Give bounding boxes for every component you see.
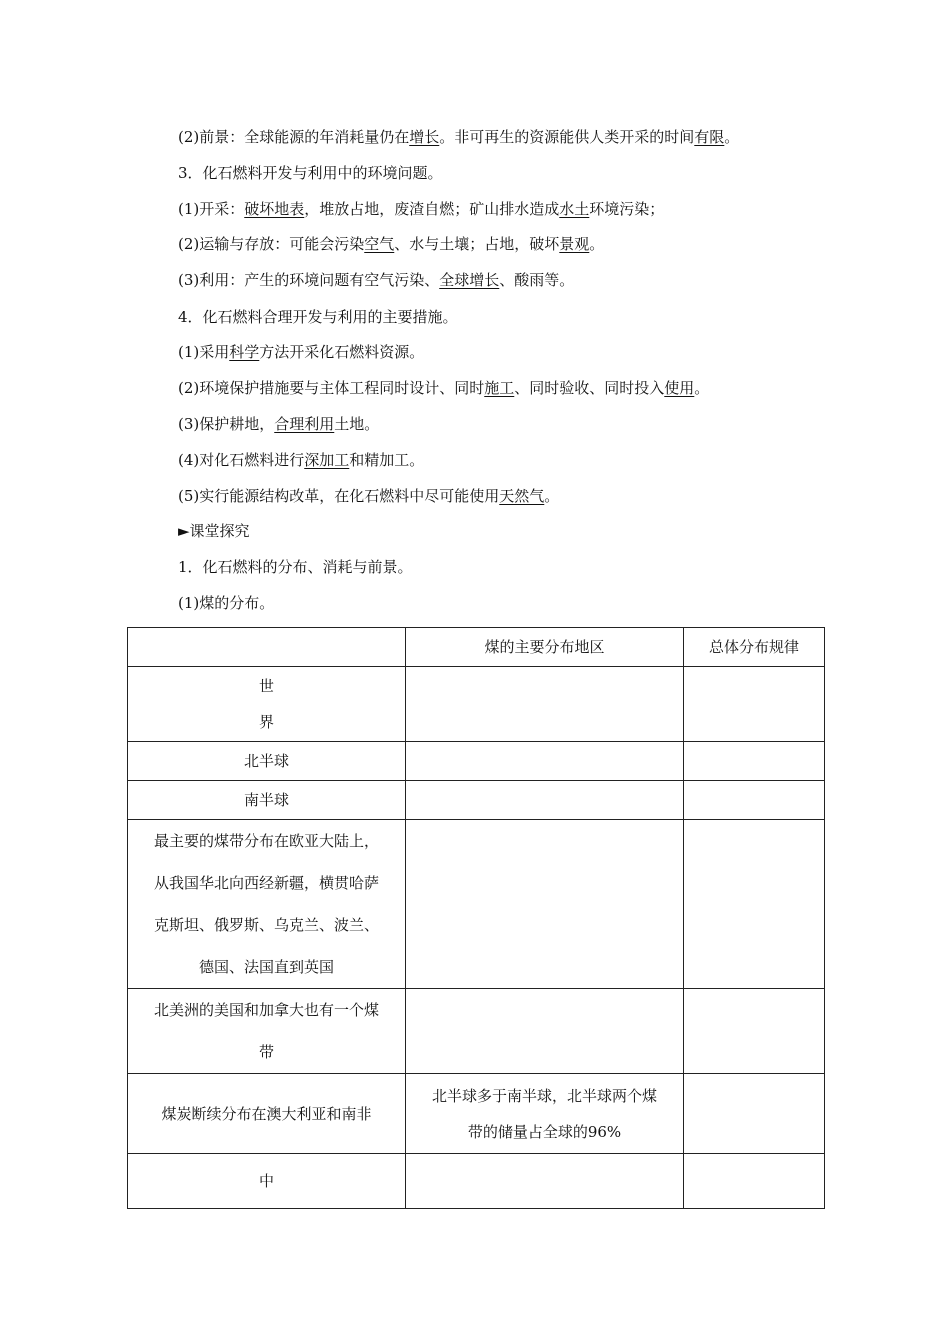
- table-row: [128, 820, 825, 989]
- text-segment: (3)利用：产生的环境问题有空气污染、: [178, 271, 440, 289]
- cell-text: 带的储量占全球的96%: [467, 1122, 622, 1141]
- table-header-row: [128, 628, 825, 667]
- answer-blank: 合理利用: [274, 415, 335, 433]
- text-segment: (1)煤的分布。: [178, 594, 275, 612]
- cell-text: 界: [258, 713, 274, 731]
- table-row: [128, 1154, 825, 1209]
- text-segment: 。非可再生的资源能供人类开采的时间: [439, 128, 695, 146]
- text-segment: 3．化石燃料开发与利用中的环境问题。: [178, 164, 443, 182]
- row-label-cell: [128, 989, 406, 1074]
- cell-text: 带: [258, 1043, 274, 1061]
- text-line: [178, 450, 424, 470]
- section-heading: [178, 307, 458, 327]
- text-segment: (2)环境保护措施要与主体工程同时设计、同时: [178, 379, 485, 397]
- answer-blank: 有限: [694, 128, 725, 146]
- answer-cell: [684, 781, 825, 820]
- answer-blank: 天然气: [499, 487, 545, 505]
- answer-cell: [406, 781, 684, 820]
- text-segment: (1)采用: [178, 343, 230, 361]
- text-line: [178, 378, 709, 398]
- cell-text: 克斯坦、俄罗斯、乌克兰、波兰、: [153, 916, 379, 934]
- text-segment: 。: [589, 235, 605, 253]
- answer-blank: 全球增长: [439, 271, 500, 289]
- text-segment: ►课堂探究: [178, 522, 250, 540]
- answer-blank: 增长: [409, 128, 440, 146]
- text-segment: 。: [694, 379, 710, 397]
- answer-cell: [406, 667, 684, 742]
- coal-distribution-table: [127, 627, 825, 1209]
- section-heading: [178, 557, 413, 577]
- answer-blank: 景观: [559, 235, 590, 253]
- text-segment: 环境污染；: [589, 200, 665, 218]
- text-line: [178, 127, 739, 147]
- text-segment: (3)保护耕地，: [178, 415, 275, 433]
- row-label-cell: [128, 667, 406, 742]
- text-segment: (4)对化石燃料进行: [178, 451, 305, 469]
- cell-text: 德国、法国直到英国: [198, 958, 334, 976]
- text-segment: (2)运输与存放：可能会污染: [178, 235, 365, 253]
- table-row: [128, 989, 825, 1074]
- text-segment: 。: [544, 487, 560, 505]
- answer-blank: 使用: [664, 379, 695, 397]
- row-label-cell: [128, 820, 406, 989]
- text-segment: 。: [724, 128, 740, 146]
- text-line: [178, 486, 559, 506]
- answer-blank: 深加工: [304, 451, 350, 469]
- table-row: [128, 1074, 825, 1154]
- answer-blank: 破坏地表: [244, 200, 305, 218]
- section-heading: [178, 163, 443, 183]
- text-segment: 、水与土壤；占地，破坏: [394, 235, 560, 253]
- table-row: [128, 781, 825, 820]
- answer-cell: [684, 742, 825, 781]
- text-segment: 和精加工。: [349, 451, 425, 469]
- answer-cell: [684, 667, 825, 742]
- section-heading: [178, 521, 250, 541]
- answer-cell: [684, 1074, 825, 1154]
- cell-text: 北美洲的美国和加拿大也有一个煤: [153, 1001, 379, 1019]
- answer-cell: [406, 820, 684, 989]
- answer-cell: [406, 989, 684, 1074]
- answer-cell: [684, 820, 825, 989]
- cell-text: 从我国华北向西经新疆，横贯哈萨: [153, 874, 379, 892]
- answer-cell: [406, 1154, 684, 1209]
- text-line: [178, 270, 574, 290]
- text-segment: 土地。: [334, 415, 380, 433]
- row-label-cell: 北半球: [128, 742, 406, 781]
- answer-cell: [684, 1154, 825, 1209]
- table-row: [128, 742, 825, 781]
- answer-cell: [684, 989, 825, 1074]
- text-segment: ，堆放占地，废渣自燃；矿山排水造成: [304, 200, 560, 218]
- cell-text: 世: [258, 677, 274, 695]
- answer-cell: [406, 1074, 684, 1154]
- text-line: [178, 342, 424, 362]
- row-label-cell: 南半球: [128, 781, 406, 820]
- answer-blank: 空气: [364, 235, 395, 253]
- row-label-cell: 煤炭断续分布在澳大利亚和南非: [128, 1074, 406, 1154]
- answer-blank: 施工: [484, 379, 515, 397]
- text-segment: (5)实行能源结构改革，在化石燃料中尽可能使用: [178, 487, 500, 505]
- text-line: [178, 199, 664, 219]
- table-row: [128, 667, 825, 742]
- text-segment: (1)开采：: [178, 200, 245, 218]
- text-line: [178, 593, 274, 613]
- text-segment: 、酸雨等。: [499, 271, 575, 289]
- header-cell: [128, 628, 406, 667]
- answer-blank: 科学: [229, 343, 260, 361]
- text-segment: (2)前景：全球能源的年消耗量仍在: [178, 128, 410, 146]
- cell-text: 最主要的煤带分布在欧亚大陆上，: [153, 832, 379, 850]
- header-cell: 总体分布规律: [684, 628, 825, 667]
- text-line: [178, 414, 379, 434]
- cell-text: 北半球多于南半球，北半球两个煤: [431, 1086, 657, 1105]
- text-line: [178, 234, 604, 254]
- text-segment: 方法开采化石燃料资源。: [259, 343, 425, 361]
- answer-cell: [406, 742, 684, 781]
- header-cell: 煤的主要分布地区: [406, 628, 684, 667]
- row-label-cell: 中: [128, 1154, 406, 1209]
- text-segment: 、同时验收、同时投入: [514, 379, 665, 397]
- text-segment: 4．化石燃料合理开发与利用的主要措施。: [178, 308, 458, 326]
- answer-blank: 水土: [559, 200, 590, 218]
- text-segment: 1．化石燃料的分布、消耗与前景。: [178, 558, 413, 576]
